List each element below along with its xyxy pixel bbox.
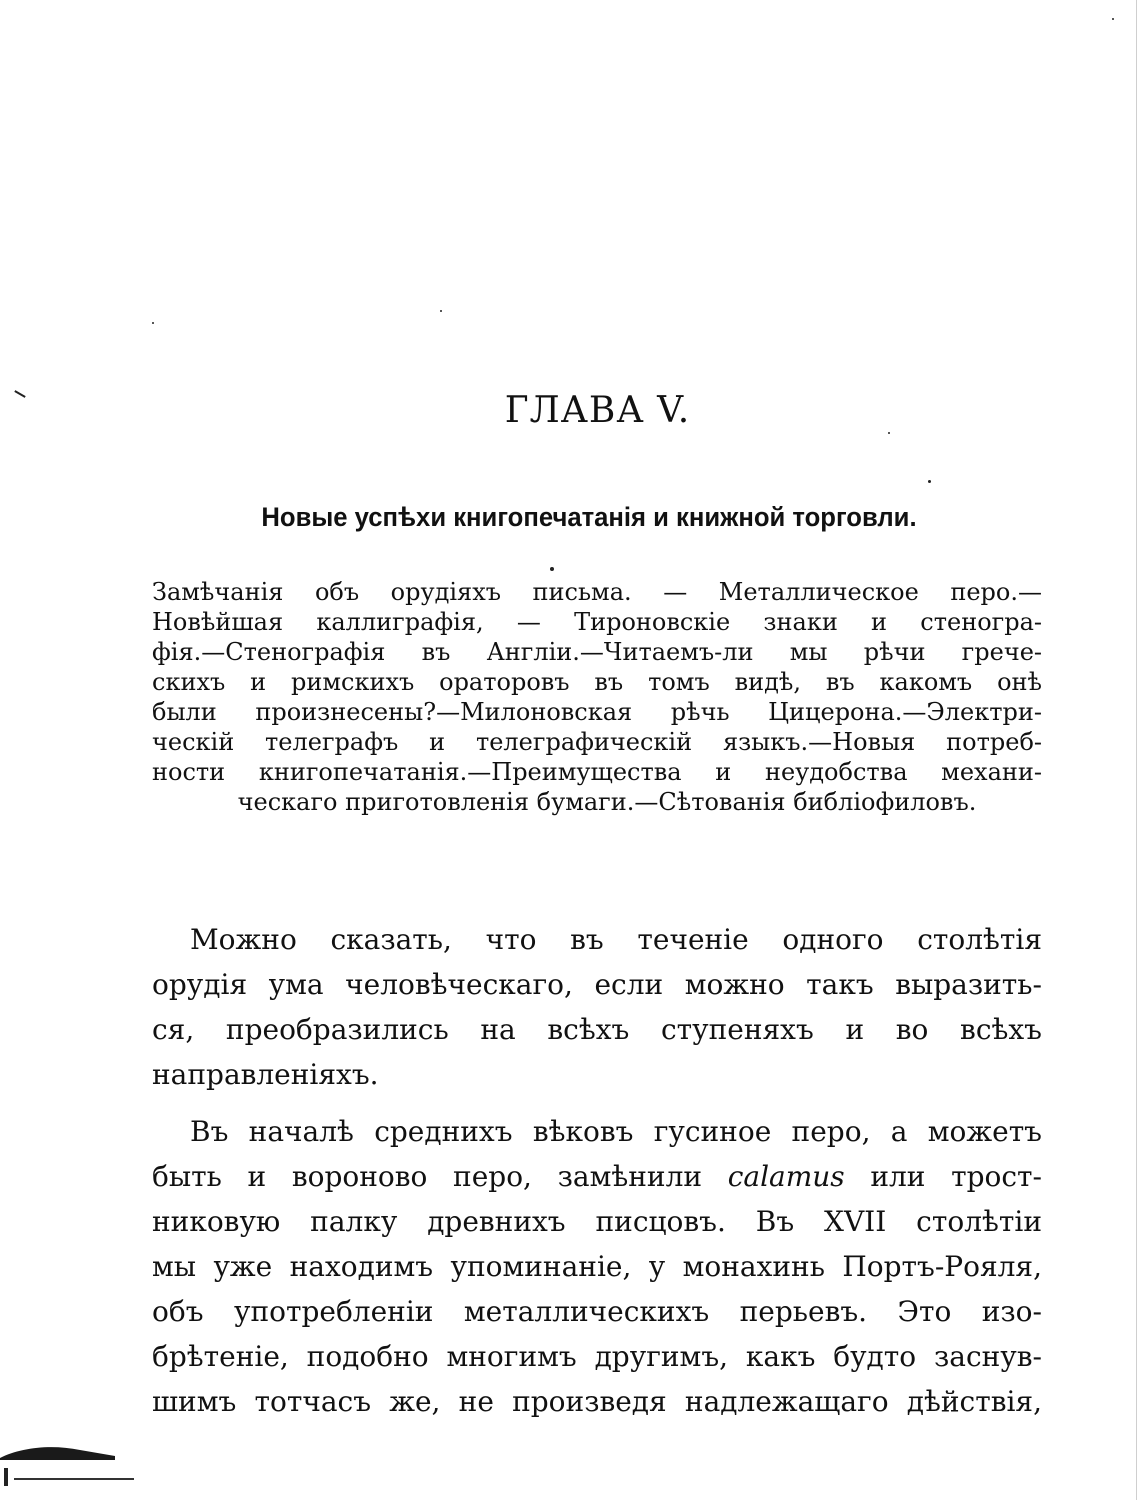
- print-speck: [550, 567, 554, 571]
- summary-line: Новѣйшая каллиграфія, — Тироновскіе знаки и стеногра-: [152, 608, 1042, 636]
- summary-line: ческій телеграфъ и телеграфическій языкъ.—Новыя потреб-: [152, 728, 1042, 756]
- summary-line: были произнесены?—Милоновская рѣчь Цицерона.—Электри-: [152, 698, 1042, 726]
- paragraph-2-line: шимъ тотчасъ же, не произведя надлежащаго дѣйствія,: [152, 1385, 1042, 1418]
- paragraph-2-line: Въ началѣ среднихъ вѣковъ гусиное перо, а можетъ: [190, 1115, 1042, 1148]
- summary-line: ческаго приготовленія бумаги.—Сѣтованія библіофиловъ.: [237, 788, 977, 816]
- print-speck: [1112, 18, 1114, 20]
- paragraph-2-line: объ употребленіи металлическихъ перьевъ. Это изо-: [152, 1295, 1042, 1328]
- paragraph-2-line: мы уже находимъ упоминаніе, у монахинь Портъ-Рояля,: [152, 1250, 1042, 1283]
- latin-word-calamus: calamus: [727, 1160, 845, 1193]
- paragraph-1-line: направленіяхъ.: [152, 1058, 379, 1091]
- scan-artifact: [0, 1440, 120, 1460]
- paragraph-2-line: [152, 1154, 1042, 1199]
- summary-line: Замѣчанія объ орудіяхъ письма. — Металлическое перо.—: [152, 578, 1042, 606]
- scan-artifact-tick: [4, 1468, 8, 1486]
- summary-line: скихъ и римскихъ ораторовъ въ томъ видѣ, въ какомъ онѣ: [152, 668, 1042, 696]
- summary-line: фія.—Стенографія въ Англіи.—Читаемъ-ли мы рѣчи грече-: [152, 638, 1042, 666]
- paragraph-2-text: или трост-: [844, 1160, 1042, 1193]
- paragraph-1-line: ся, преобразились на всѣхъ ступеняхъ и во всѣхъ: [152, 1013, 1042, 1046]
- summary-line: ности книгопечатанія.—Преимущества и неудобства механи-: [152, 758, 1042, 786]
- paragraph-2-line: брѣтеніе, подобно многимъ другимъ, какъ будто заснув-: [152, 1340, 1042, 1373]
- scan-artifact-line: [14, 1478, 134, 1480]
- print-speck: [152, 322, 154, 324]
- paragraph-2-text: быть и вороново перо, замѣнили: [152, 1160, 728, 1193]
- print-speck: [888, 432, 890, 434]
- print-speck: [440, 310, 442, 312]
- body-text: [152, 917, 1042, 1424]
- chapter-subtitle: Новые успѣхи книгопечатанія и книжной торговли.: [261, 502, 917, 532]
- paragraph-1-line: Можно сказать, что въ теченіе одного столѣтія: [190, 923, 1042, 956]
- page-edge-line: [1136, 0, 1137, 1500]
- paragraph-2-line: никовую палку древнихъ писцовъ. Въ XVII столѣтіи: [152, 1205, 1042, 1238]
- chapter-summary: [152, 577, 1042, 817]
- paragraph-1-line: орудія ума человѣческаго, если можно такъ выразить-: [152, 968, 1042, 1001]
- chapter-title: ГЛАВА V.: [504, 390, 691, 431]
- print-speck: [928, 480, 931, 483]
